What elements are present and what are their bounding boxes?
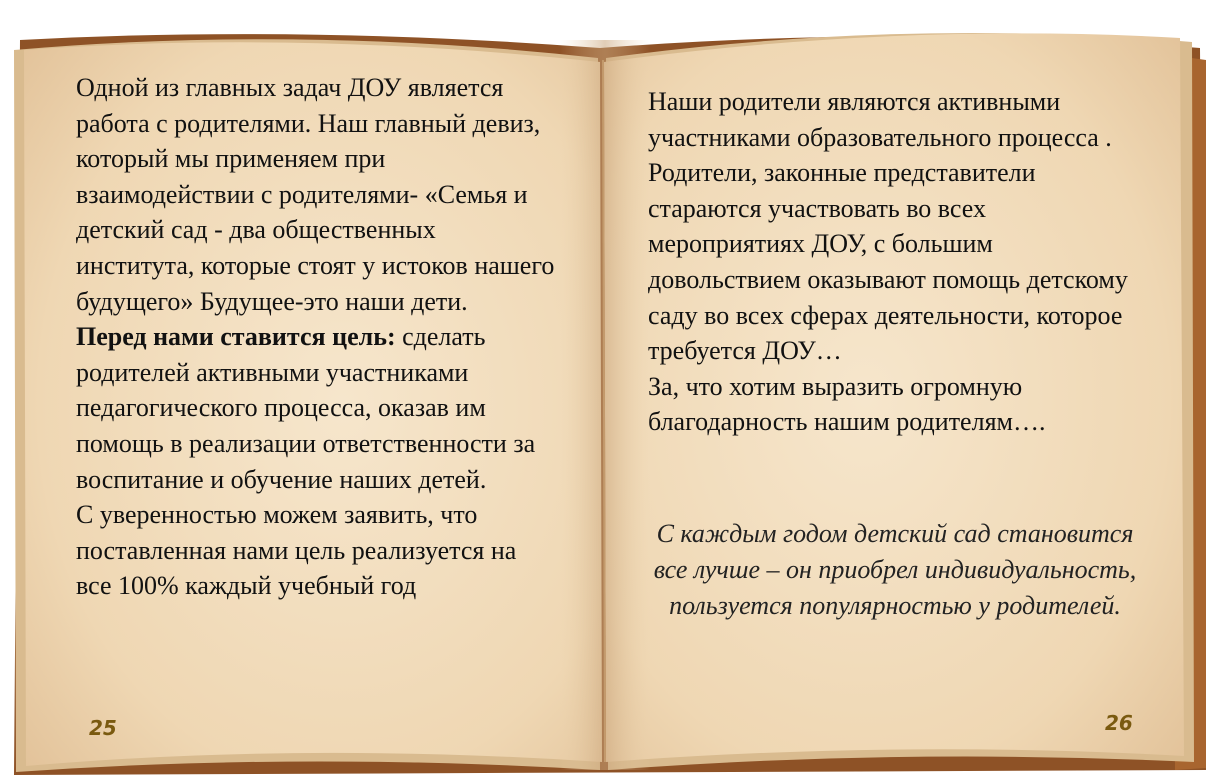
right-paragraph-1: Наши родители являются активными участниками образовательного процесса . Родители, законные представители стараются участвовать во всех мероприятиях ДОУ, с большим довольствием оказывают помощь детскому саду во всех сферах деятельности, которое требуется ДОУ…: [648, 87, 1128, 366]
left-page-text: [76, 70, 556, 604]
goal-text: сделать родителей активными участниками педагогического процесса, оказав им помощь в реализации ответственности за воспитание и обучение наших детей.: [76, 322, 536, 494]
italic-quote: С каждым годом детский сад становится все лучше – он приобрел индивидуальность, пользуется популярностью у родителей.: [653, 519, 1137, 620]
right-paragraph-2: За, что хотим выразить огромную благодарность нашим родителям….: [648, 371, 1046, 437]
left-conclusion-paragraph: С уверенностью можем заявить, что поставленная нами цель реализуется на все 100% каждый учебный год: [76, 500, 517, 601]
page-number-left: 25: [89, 716, 117, 740]
goal-label: Перед нами ставится цель:: [76, 322, 396, 352]
right-page-text: [648, 84, 1128, 440]
goal-paragraph: [76, 319, 556, 497]
page-number-right: 26: [1105, 711, 1133, 735]
left-intro-paragraph: Одной из главных задач ДОУ является работа с родителями. Наш главный девиз, который мы применяем при взаимодействии с родителями- «Семья и детский сад - два общественных института, которые стоят у истоков нашего будущего» Будущее-это наши дети.: [76, 73, 555, 316]
